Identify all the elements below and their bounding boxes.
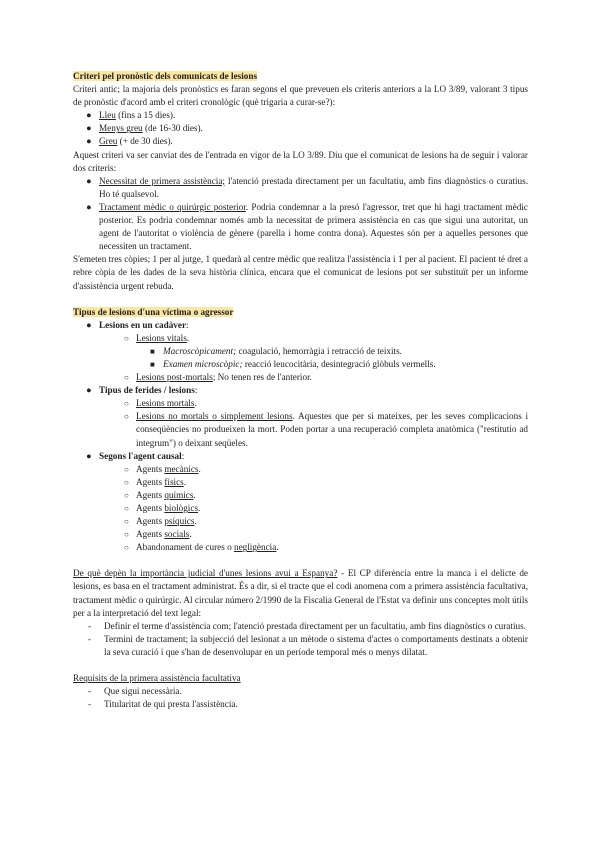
list-item: - Termini de tractament; la subjecció del lesionat a un mètode o sistema d'actes o comportaments destinats a obtenir la seva curació i que s'han de desenvolupar en un període temporal més o menys dilatat.: [88, 633, 528, 657]
section-title-lesions: Tipus de lesions d'una víctima o agressor: [73, 306, 234, 317]
bullet-icon: ●: [86, 136, 92, 147]
agents-list: [73, 463, 528, 555]
bullet-icon: ●: [86, 319, 92, 330]
list-item: ○ Lesions no mortals o simplement lesions. Aquestes que per si mateixes, per les seves complicacions i conseqüències no produeixen la mort. Poden portar a una recuperació completa anatòmica ("restitutio ad integrum") o deixant seqüeles.: [124, 411, 528, 448]
circle-icon: ○: [124, 373, 129, 383]
pronostic-list: [73, 109, 528, 148]
paragraph-criteris: Aquest criteri va ser canviat des de l'entrada en vigor de la LO 3/89. Diu que el comunicat de lesions ha de seguir i valorar dos criteris:: [73, 149, 528, 173]
list-item: ○ Lesions post-mortals; No tenen res de l'anterior.: [73, 371, 528, 384]
section-title-pronostic: Criteri pel pronòstic dels comunicats de lesions: [73, 71, 258, 81]
paragraph-copies: S'emeten tres còpies; 1 per al jutge, 1 quedarà al centre mèdic que realitza l'assistència i 1 per al pacient. El pacient té dret a rebre còpia de les dades de la seva història clínica, encara que el comunicat de lesions pot ser substituït per un informe d'assistència urgent rebuda.: [73, 254, 528, 291]
list-item: ○ Agents biològics.: [73, 502, 528, 515]
list-item: ○ Abandonament de cures o negligència.: [73, 541, 528, 554]
criteris-list: [73, 175, 528, 254]
circle-icon: ○: [124, 399, 129, 409]
list-item: ○ Agents socials.: [73, 528, 528, 541]
paragraph-importancia: De què depèn la importància judicial d'unes lesions avui a Espanya? - El CP diferència entre la manca i el delicte de lesions, es basa en el tractament administrat. És a dir, si el tracte que el codi anomena com a primera assistència facultativa, tractament mèdic o quirúrgic. Al circular número 2/1990 de la Fiscalia General de l'Estat va definir uns conceptes molt útils per a la interpretació del text legal:: [73, 568, 529, 618]
document-page: [73, 70, 528, 711]
list-item: ● Tractament mèdic o quirúrgic posterior. Podria condemnar a la presó l'agressor, tret que hi hagi tractament mèdic posterior. Es podria condemnar només amb la necessitat de primera assistència en cas que sigui una autoritat, un agent de l'autoritat o violència de gènere (parella i home contra dona). Aquestes són per a aquelles persones que necessiten un tractament.: [86, 201, 528, 252]
dash-icon: -: [88, 686, 92, 697]
bullet-icon: ●: [86, 110, 92, 121]
list-item: ○ Lesions mortals.: [73, 397, 528, 410]
lesions-list: [73, 319, 528, 332]
circle-icon: ○: [124, 464, 129, 474]
circle-icon: ○: [124, 477, 129, 487]
square-icon: ■: [150, 359, 155, 369]
list-item: ● Lesions en un cadàver:: [73, 319, 528, 332]
dash-icon: -: [88, 620, 92, 631]
circle-icon: ○: [124, 530, 129, 540]
list-item: ■ Macroscòpicament; coagulació, hemorràgia i retracció de teixits.: [73, 345, 528, 358]
bullet-icon: ●: [86, 175, 92, 186]
bullet-icon: ●: [86, 123, 92, 134]
list-item: ■ Examen microscòpic; reacció leucocitària, desintegració glòbuls vermells.: [73, 358, 528, 371]
list-item: ● Lleu (fins a 15 dies).: [73, 109, 528, 122]
requisits-list: [73, 685, 528, 711]
list-item: ○ Lesions vitals.: [73, 332, 528, 345]
definitions-list: [73, 620, 528, 659]
bullet-icon: ●: [86, 385, 92, 396]
list-item: ● Menys greu (de 16-30 dies).: [73, 122, 528, 135]
circle-icon: ○: [124, 490, 129, 500]
circle-icon: ○: [124, 504, 129, 513]
section-title-requisits: Requisits de la primera assistència facultativa: [73, 673, 241, 684]
square-icon: ■: [150, 346, 155, 356]
list-item: - Titularitat de qui presta l'assistència.: [73, 698, 528, 711]
dash-icon: -: [88, 633, 92, 644]
list-item: ○ Agents mecànics.: [73, 463, 528, 476]
circle-icon: ○: [124, 333, 129, 343]
list-item: ○ Agents químics.: [73, 489, 528, 502]
list-item: ○ Agents físics.: [73, 476, 528, 489]
bullet-icon: ●: [86, 201, 92, 212]
circle-icon: ○: [124, 412, 129, 422]
circle-icon: ○: [124, 517, 129, 527]
bullet-icon: ●: [86, 450, 92, 461]
list-item: ○ Agents psíquics.: [73, 515, 528, 528]
list-item: ● Greu (+ de 30 dies).: [73, 135, 528, 148]
list-item: ● Necessitat de primera assistència; l'atenció prestada directament per un facultatiu, amb fins diagnòstics o curatius. Ho té qualsevol.: [86, 175, 528, 199]
list-item: ● Tipus de ferides / lesions:: [73, 384, 528, 397]
dash-icon: -: [88, 699, 92, 710]
list-item: ● Segons l'agent causal:: [73, 450, 528, 463]
paragraph-intro: Criteri antic; la majoria dels pronòstics es faran segons el que preveuen els criteris anteriors a la LO 3/89, valorant 3 tipus de pronòstic d'acord amb el criteri cronològic (què trigaria a curar-se?):: [73, 84, 528, 108]
circle-icon: ○: [124, 543, 129, 553]
list-item: - Definir el terme d'assistència com; l'atenció prestada directament per un facultatiu, amb fins diagnòstics o curatius.: [73, 620, 528, 633]
list-item: - Que sigui necessària.: [73, 685, 528, 698]
